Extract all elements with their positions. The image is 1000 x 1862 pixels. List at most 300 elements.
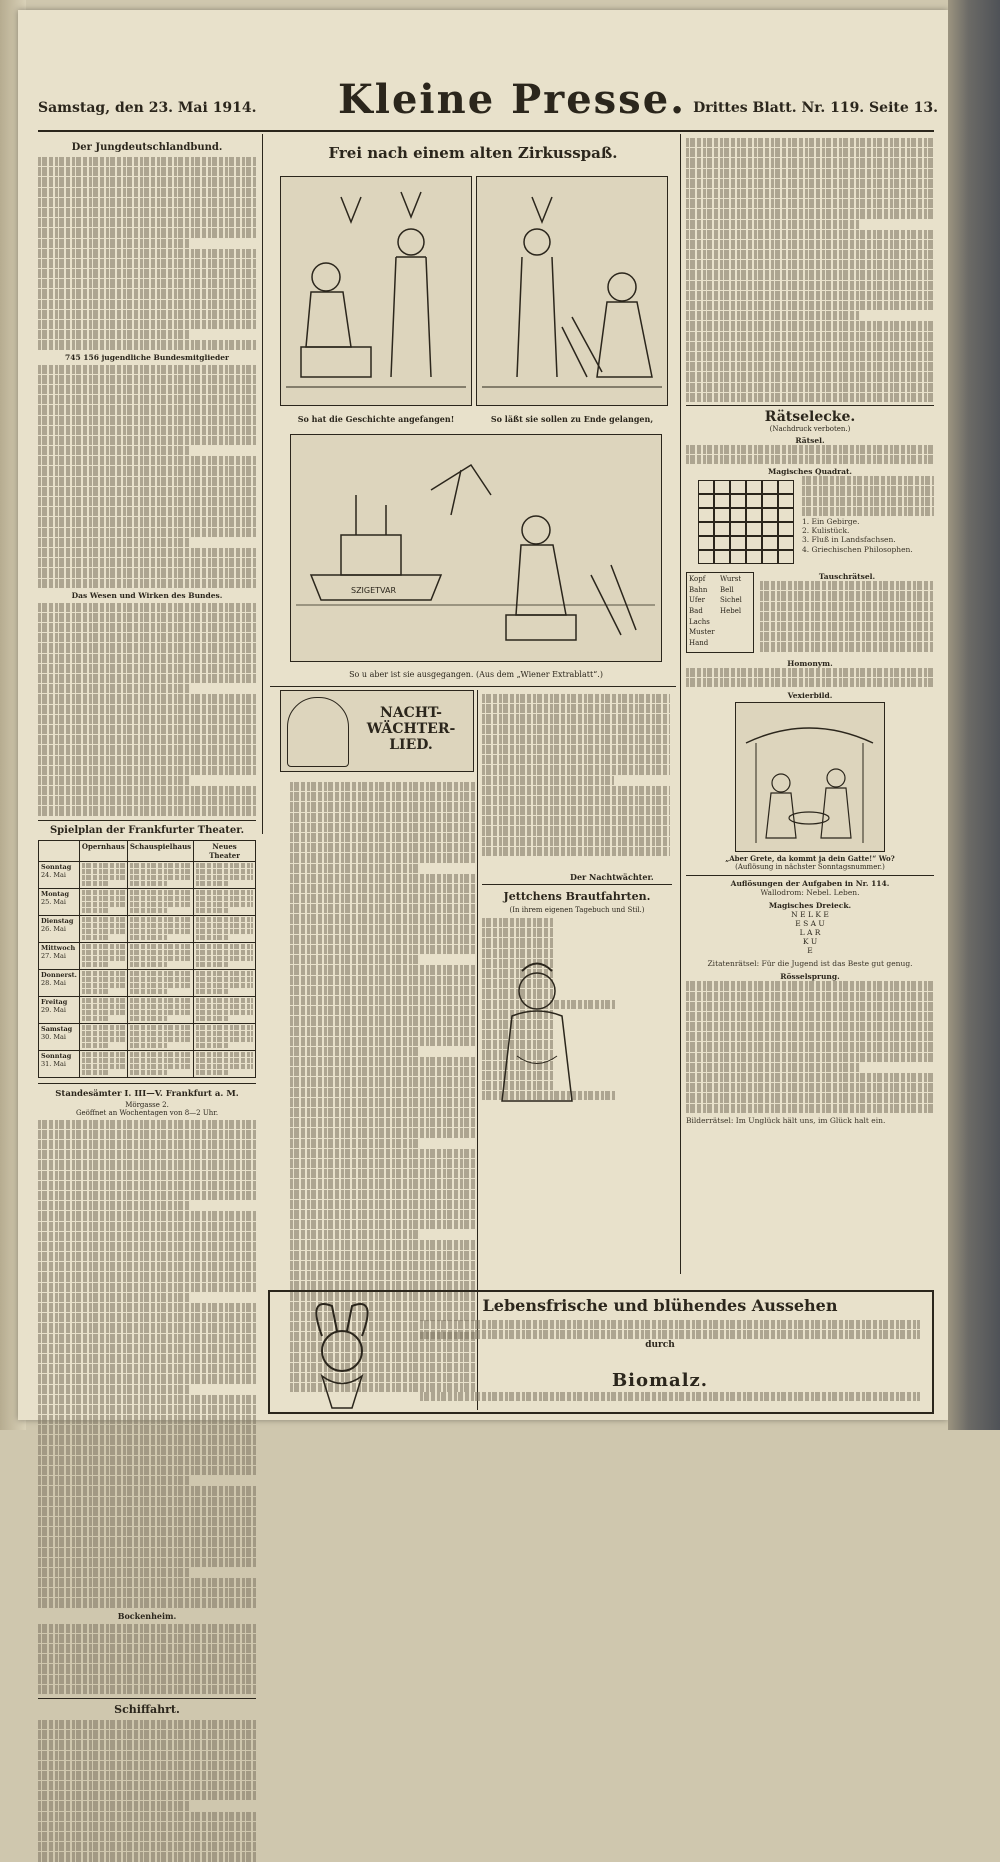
text-line <box>482 755 670 764</box>
text-line <box>290 1067 476 1076</box>
text-line <box>196 962 230 967</box>
text-line <box>290 823 476 832</box>
text-line <box>38 1415 256 1424</box>
text-line <box>38 1761 256 1770</box>
text-line <box>82 1004 125 1009</box>
tausch-word: Bad <box>689 607 703 616</box>
center-column <box>270 134 676 914</box>
newspaper-page <box>18 10 948 1716</box>
text-line <box>802 497 934 506</box>
text-line <box>196 971 253 976</box>
text-line <box>290 843 476 852</box>
theater-cell <box>194 915 256 942</box>
theater-day-date: 25. Mai <box>41 897 67 906</box>
text-line <box>38 279 256 288</box>
text-line <box>38 1456 256 1465</box>
text-line <box>196 896 253 901</box>
text-line <box>130 1004 191 1009</box>
text-line <box>130 956 191 961</box>
text-line <box>686 1063 860 1072</box>
magic-square-grid <box>698 480 794 564</box>
text-line <box>290 945 476 954</box>
theater-row <box>39 888 256 915</box>
text-line <box>130 896 191 901</box>
text-line <box>482 938 554 947</box>
story-continuation <box>686 138 934 402</box>
text-line <box>38 517 256 526</box>
text-line <box>196 875 253 880</box>
text-line <box>130 1070 167 1075</box>
text-line <box>82 989 108 994</box>
puzzle-heading: Vexierbild. <box>787 690 833 700</box>
text-line <box>38 466 256 475</box>
text-line <box>482 745 670 754</box>
text-line <box>82 896 125 901</box>
text-line <box>38 1781 256 1790</box>
text-line <box>686 372 934 381</box>
theater-row <box>39 861 256 888</box>
text-line <box>196 1025 253 1030</box>
text-line <box>290 1281 476 1290</box>
text-line <box>38 456 256 465</box>
text-line <box>802 486 934 495</box>
theater-day-name: Dienstag <box>41 916 74 925</box>
puzzle-heading: Rätsel. <box>795 435 825 445</box>
text-line <box>686 1032 934 1041</box>
text-line <box>686 352 934 361</box>
text-line <box>38 1181 256 1190</box>
theater-rows <box>39 861 256 1077</box>
text-line <box>196 929 253 934</box>
text-line <box>38 1405 256 1414</box>
theater-schedule <box>38 840 256 1078</box>
text-line <box>482 704 670 713</box>
nachtwaechter-header <box>280 690 474 772</box>
text-line <box>38 1624 256 1633</box>
woman-illustration <box>492 956 582 1106</box>
tausch-word: Wurst <box>720 575 742 584</box>
text-line <box>686 220 860 229</box>
text-line <box>82 881 108 886</box>
text-line <box>82 971 125 976</box>
text-line <box>38 259 256 268</box>
text-line <box>196 923 253 928</box>
magic-square-clue: 2. Kulistück. <box>802 526 850 536</box>
text-line <box>38 1801 191 1810</box>
tausch-word: Bahn <box>689 585 708 594</box>
text-line <box>38 776 191 785</box>
cartoon-title: Frei nach einem alten Zirkusspaß. <box>328 144 618 162</box>
solution-text: Zitatenrätsel: Für die Jugend ist das Beste gut genug. <box>707 959 913 969</box>
puzzle-heading: Tauschrätsel. <box>818 572 876 582</box>
text-line <box>38 1323 256 1332</box>
lantern-illustration <box>287 697 349 767</box>
text-line <box>196 869 253 874</box>
magic-square-clue: 1. Ein Gebirge. <box>802 517 860 526</box>
theater-cell <box>127 888 193 915</box>
text-line <box>82 902 125 907</box>
theater-day <box>39 1023 80 1050</box>
text-line <box>38 548 256 557</box>
jettchen-title: Jettchens Brautfahrten. <box>503 890 651 903</box>
text-line <box>38 416 256 425</box>
text-line <box>196 1031 253 1036</box>
theater-day-name: Mittwoch <box>41 943 76 952</box>
text-line <box>196 908 230 913</box>
text-line <box>38 1303 256 1312</box>
article-body <box>38 603 256 816</box>
text-line <box>290 884 476 893</box>
text-line <box>38 405 256 414</box>
text-line <box>38 1598 256 1607</box>
text-line <box>290 1037 476 1046</box>
text-line <box>38 1527 256 1536</box>
text-line <box>482 928 554 937</box>
text-line <box>290 1251 476 1260</box>
theater-cell <box>194 942 256 969</box>
text-line <box>290 1016 476 1025</box>
text-line <box>38 1842 256 1851</box>
text-line <box>290 1149 476 1158</box>
text-line <box>130 977 191 982</box>
text-line <box>38 1222 256 1231</box>
text-line <box>686 189 934 198</box>
theater-day-date: 27. Mai <box>41 951 67 960</box>
shipping-title: Schiffahrt. <box>114 1702 180 1716</box>
theater-day <box>39 1050 80 1077</box>
cartoon-panel-1 <box>280 176 472 406</box>
text-line <box>130 1052 191 1057</box>
text-line <box>38 786 256 795</box>
text-line <box>82 1010 125 1015</box>
text-line <box>82 1064 125 1069</box>
text-line <box>686 270 934 279</box>
tausch-word: Hebel <box>720 607 742 616</box>
text-line <box>82 917 125 922</box>
text-line <box>38 198 256 207</box>
text-line <box>482 796 670 805</box>
text-line <box>38 1685 256 1694</box>
vexierbild-note: (Auflösung in nächster Sonntagsnummer.) <box>735 862 885 871</box>
text-line <box>38 528 256 537</box>
text-line <box>38 1262 256 1271</box>
text-line <box>82 890 125 895</box>
text-line <box>290 1220 476 1229</box>
text-line <box>196 989 230 994</box>
text-line <box>686 291 934 300</box>
theater-cell <box>194 1050 256 1077</box>
biomalz-advertisement <box>268 1290 934 1414</box>
text-line <box>38 1232 256 1241</box>
text-line <box>82 869 125 874</box>
text-line <box>686 393 934 402</box>
text-line <box>130 1043 167 1048</box>
magic-square-clue: 3. Fluß in Landsfachsen. <box>802 535 896 545</box>
text-line <box>760 632 934 641</box>
cartoon-caption-1: So hat die Geschichte angefangen! <box>297 414 455 424</box>
text-line <box>82 1052 125 1057</box>
puzzle-heading: Magisches Dreieck. <box>768 901 852 911</box>
text-line <box>420 1392 920 1401</box>
masthead <box>38 74 938 134</box>
text-line <box>38 725 256 734</box>
text-line <box>38 1120 256 1129</box>
section-rule <box>482 884 672 885</box>
text-line <box>38 1517 256 1526</box>
text-line <box>686 321 934 330</box>
ad-title: Lebensfrische und blühendes Aussehen <box>482 1296 838 1315</box>
nachtwaechter-poem-right <box>482 694 670 857</box>
text-line <box>290 1057 476 1066</box>
text-line <box>482 806 670 815</box>
text-line <box>38 1293 191 1302</box>
text-line <box>38 340 256 349</box>
section-rule <box>686 405 934 406</box>
text-line <box>686 301 934 310</box>
text-line <box>686 1002 934 1011</box>
text-line <box>38 1507 256 1516</box>
text-line <box>82 1016 108 1021</box>
text-line <box>482 765 670 774</box>
text-line <box>38 446 191 455</box>
text-line <box>482 694 670 703</box>
text-line <box>290 1240 476 1249</box>
text-line <box>38 1497 256 1506</box>
text-line <box>38 756 256 765</box>
theater-cell <box>79 969 127 996</box>
ad-illustration <box>292 1296 392 1412</box>
jettchen-portrait <box>492 956 582 1106</box>
tausch-word: Sichel <box>720 596 742 605</box>
text-line <box>38 1160 256 1169</box>
text-line <box>290 864 420 873</box>
text-line <box>130 923 191 928</box>
theater-cell <box>79 1050 127 1077</box>
text-line <box>802 507 934 516</box>
text-line <box>38 1568 191 1577</box>
text-line <box>38 1242 256 1251</box>
text-line <box>290 1261 476 1270</box>
ad-durch: durch <box>645 1340 675 1350</box>
text-line <box>686 342 934 351</box>
triangle-row: N E L K E <box>791 910 829 920</box>
theater-day-date: 31. Mai <box>41 1059 67 1068</box>
text-line <box>196 1016 230 1021</box>
text-line <box>38 1344 256 1353</box>
text-line <box>38 1548 256 1557</box>
text-line <box>38 1130 256 1139</box>
text-line <box>482 826 670 835</box>
text-line <box>130 971 191 976</box>
text-line <box>290 1006 476 1015</box>
magic-square-text <box>802 476 934 564</box>
text-line <box>38 1150 256 1159</box>
text-line <box>290 833 476 842</box>
text-line <box>686 1104 934 1113</box>
text-line <box>38 320 256 329</box>
text-line <box>130 929 191 934</box>
text-line <box>38 1435 256 1444</box>
theater-cell <box>194 969 256 996</box>
text-line <box>38 269 256 278</box>
text-line <box>482 714 670 723</box>
text-line <box>130 1010 191 1015</box>
text-line <box>290 1108 476 1117</box>
text-line <box>686 362 934 371</box>
text-line <box>482 786 670 795</box>
cartoon-illustration <box>291 435 660 660</box>
text-line <box>196 956 253 961</box>
text-line <box>38 1634 256 1643</box>
text-line <box>290 894 476 903</box>
tausch-word: Ufer <box>689 596 705 605</box>
text-line <box>760 602 934 611</box>
theater-cell <box>127 1050 193 1077</box>
theater-cell <box>127 1023 193 1050</box>
text-line <box>38 558 256 567</box>
text-line <box>130 1064 191 1069</box>
text-line <box>82 950 125 955</box>
theater-cell <box>127 861 193 888</box>
text-line <box>82 863 125 868</box>
text-line <box>686 1093 934 1102</box>
text-line <box>290 904 476 913</box>
text-line <box>82 998 125 1003</box>
text-line <box>82 1043 108 1048</box>
theater-day-date: 24. Mai <box>41 870 67 879</box>
column-rule <box>262 134 263 834</box>
text-line <box>38 1466 256 1475</box>
text-line <box>686 209 934 218</box>
ad-footer <box>420 1392 920 1402</box>
tausch-word: Lachs <box>689 617 710 626</box>
text-line <box>82 935 108 940</box>
text-line <box>38 497 256 506</box>
ship-name: SZIGETVAR <box>351 586 397 595</box>
text-line <box>38 643 256 652</box>
theater-day <box>39 861 80 888</box>
triangle-row: E <box>807 946 813 956</box>
text-line <box>38 623 256 632</box>
vexierbild-caption: „Aber Grete, da kommt ja dein Gatte!“ Wo? <box>725 853 895 863</box>
ad-brand: Biomalz. <box>611 1370 709 1391</box>
theater-day-name: Sonntag <box>41 1051 72 1060</box>
theater-row <box>39 942 256 969</box>
triangle-row: E S A U <box>795 919 825 929</box>
text-line <box>38 674 256 683</box>
text-line <box>420 1330 920 1339</box>
text-line <box>686 169 934 178</box>
text-line <box>38 289 256 298</box>
text-line <box>130 869 191 874</box>
text-line <box>38 228 256 237</box>
text-line <box>130 908 167 913</box>
tausch-word: Bell <box>720 585 734 594</box>
solutions-heading: Auflösungen der Aufgaben in Nr. 114. <box>730 878 890 888</box>
puzzle-heading: Rösselsprung. <box>780 972 840 982</box>
text-line <box>82 1025 125 1030</box>
tausch-block <box>686 572 934 652</box>
text-line <box>38 538 191 547</box>
theater-day-date: 30. Mai <box>41 1032 67 1041</box>
text-line <box>38 1832 256 1841</box>
theater-row <box>39 1050 256 1077</box>
text-line <box>196 983 253 988</box>
shipping-body <box>38 1720 256 1862</box>
text-line <box>38 507 256 516</box>
text-line <box>82 944 125 949</box>
text-line <box>686 668 934 677</box>
cartoon-illustration <box>281 177 470 404</box>
text-line <box>38 1385 191 1394</box>
text-line <box>38 1374 256 1383</box>
text-line <box>38 1537 256 1546</box>
text-line <box>38 1191 256 1200</box>
theater-col-header: Schauspielhaus <box>127 840 193 861</box>
text-line <box>130 881 167 886</box>
text-line <box>38 1812 256 1821</box>
theater-row <box>39 969 256 996</box>
text-line <box>38 208 256 217</box>
text-line <box>38 249 256 258</box>
text-line <box>38 426 256 435</box>
text-line <box>196 863 253 868</box>
theater-cell <box>127 915 193 942</box>
section-rule <box>270 686 676 687</box>
text-line <box>82 1037 125 1042</box>
theater-day-date: 28. Mai <box>41 978 67 987</box>
text-line <box>802 476 934 485</box>
text-line <box>38 1822 256 1831</box>
theater-cell <box>79 996 127 1023</box>
text-line <box>38 218 256 227</box>
text-line <box>482 918 554 927</box>
text-line <box>38 157 256 166</box>
text-line <box>38 1852 256 1861</box>
text-line <box>38 1578 256 1587</box>
ad-body <box>420 1320 920 1340</box>
text-line <box>82 908 108 913</box>
text-line <box>82 1058 125 1063</box>
text-line <box>760 642 934 651</box>
tausch-word: Muster <box>689 628 715 637</box>
theater-row <box>39 1023 256 1050</box>
nachtwaechter-signature: Der Nachtwächter. <box>570 872 654 882</box>
text-line <box>196 917 253 922</box>
text-line <box>290 1027 476 1036</box>
text-line <box>290 1088 476 1097</box>
cartoon-panel-3 <box>290 434 662 662</box>
text-line <box>196 890 253 895</box>
text-line <box>686 281 934 290</box>
text-line <box>38 806 256 815</box>
theater-day <box>39 888 80 915</box>
theater-row <box>39 915 256 942</box>
text-line <box>290 802 476 811</box>
text-line <box>38 395 256 404</box>
standes-list <box>38 1120 256 1608</box>
text-line <box>420 1320 920 1329</box>
cartoon-illustration <box>477 177 666 404</box>
theater-day-date: 26. Mai <box>41 924 67 933</box>
text-line <box>38 239 191 248</box>
text-line <box>290 976 476 985</box>
theater-day-name: Samstag <box>41 1024 73 1033</box>
tausch-word <box>720 628 751 639</box>
text-line <box>290 1200 476 1209</box>
cartoon-caption-3: So u aber ist sie ausgegangen. (Aus dem „Wiener Extrablatt“.) <box>349 670 603 679</box>
puzzle-heading: Magisches Quadrat. <box>767 467 853 477</box>
